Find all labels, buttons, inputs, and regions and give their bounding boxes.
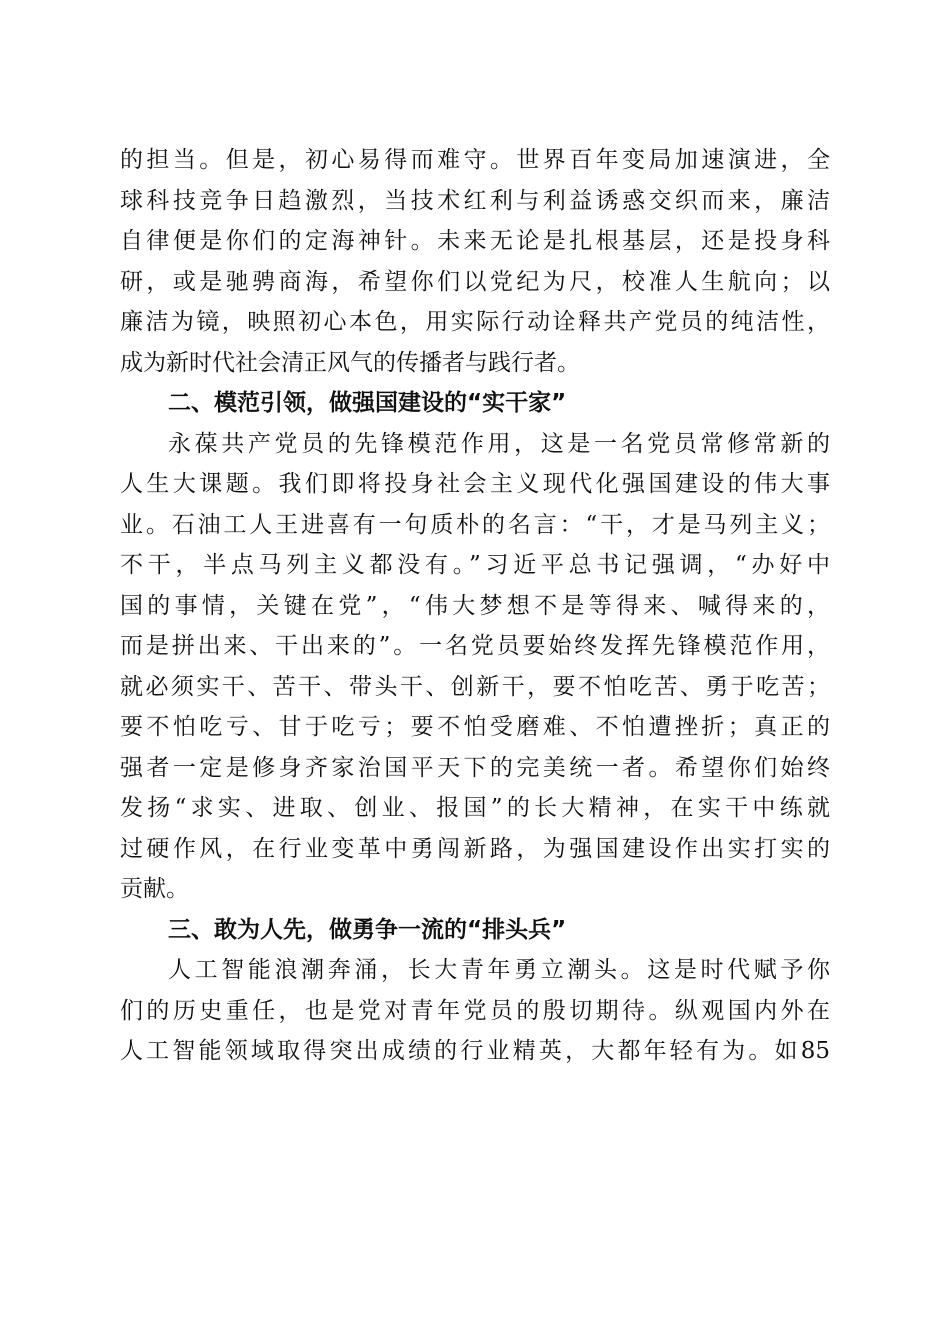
paragraph-model-leadership <box>120 424 830 910</box>
paragraph-pioneer <box>120 950 830 1072</box>
paragraph-line: 的担当。但是，初心易得而难守。世界百年变局加速演进，全 <box>120 147 830 173</box>
paragraph-line: 过硬作风，在行业变革中勇闯新路，为强国建设作出实打实的 <box>120 835 830 862</box>
section-heading-2: 二、模范引领，做强国建设的“实干家” <box>168 390 567 416</box>
paragraph-integrity <box>120 140 830 383</box>
paragraph-line: 不干，半点马列主义都没有。”习近平总书记强调，“办好中 <box>120 552 830 578</box>
paragraph-line: 业。石油工人王进喜有一句质朴的名言：“干，才是马列主义； <box>120 511 830 538</box>
paragraph-line: 研，或是驰骋商海，希望你们以党纪为尺，校准人生航向；以 <box>120 268 830 295</box>
paragraph-line: 人生大课题。我们即将投身社会主义现代化强国建设的伟大事 <box>120 471 830 497</box>
paragraph-line: 强者一定是修身齐家治国平天下的完美统一者。希望你们始终 <box>120 754 830 781</box>
paragraph-line: 人工智能浪潮奔涌，长大青年勇立潮头。这是时代赋予你 <box>168 957 830 983</box>
paragraph-line: 球科技竞争日趋激烈，当技术红利与利益诱惑交织而来，廉洁 <box>120 187 830 214</box>
section-heading-3: 三、敢为人先，做勇争一流的“排头兵” <box>168 916 567 943</box>
paragraph-line: 要不怕吃亏、甘于吃亏；要不怕受磨难、不怕遭挫折；真正的 <box>120 714 830 740</box>
paragraph-line: 们的历史重任，也是党对青年党员的殷切期待。纵观国内外在 <box>120 997 830 1024</box>
paragraph-line: 国的事情，关键在党”，“伟大梦想不是等得来、喊得来的， <box>120 592 830 619</box>
document-body <box>120 140 830 1072</box>
paragraph-line: 发扬“求实、进取、创业、报国”的长大精神，在实干中练就 <box>120 795 830 821</box>
paragraph-line: 人工智能领域取得突出成绩的行业精英，大都年轻有为。如85 <box>120 1038 830 1064</box>
paragraph-line: 廉洁为镜，映照初心本色，用实际行动诠释共产党员的纯洁性， <box>120 309 830 335</box>
paragraph-line: 成为新时代社会清正风气的传播者与践行者。 <box>120 349 580 376</box>
paragraph-line: 就必须实干、苦干、带头干、创新干，要不怕吃苦、勇于吃苦； <box>120 673 830 700</box>
paragraph-line: 而是拼出来、干出来的”。一名党员要始终发挥先锋模范作用， <box>120 633 830 659</box>
paragraph-line: 自律便是你们的定海神针。未来无论是扎根基层，还是投身科 <box>120 228 830 254</box>
paragraph-line: 贡献。 <box>120 876 189 902</box>
paragraph-line: 永葆共产党员的先锋模范作用，这是一名党员常修常新的 <box>168 430 830 457</box>
